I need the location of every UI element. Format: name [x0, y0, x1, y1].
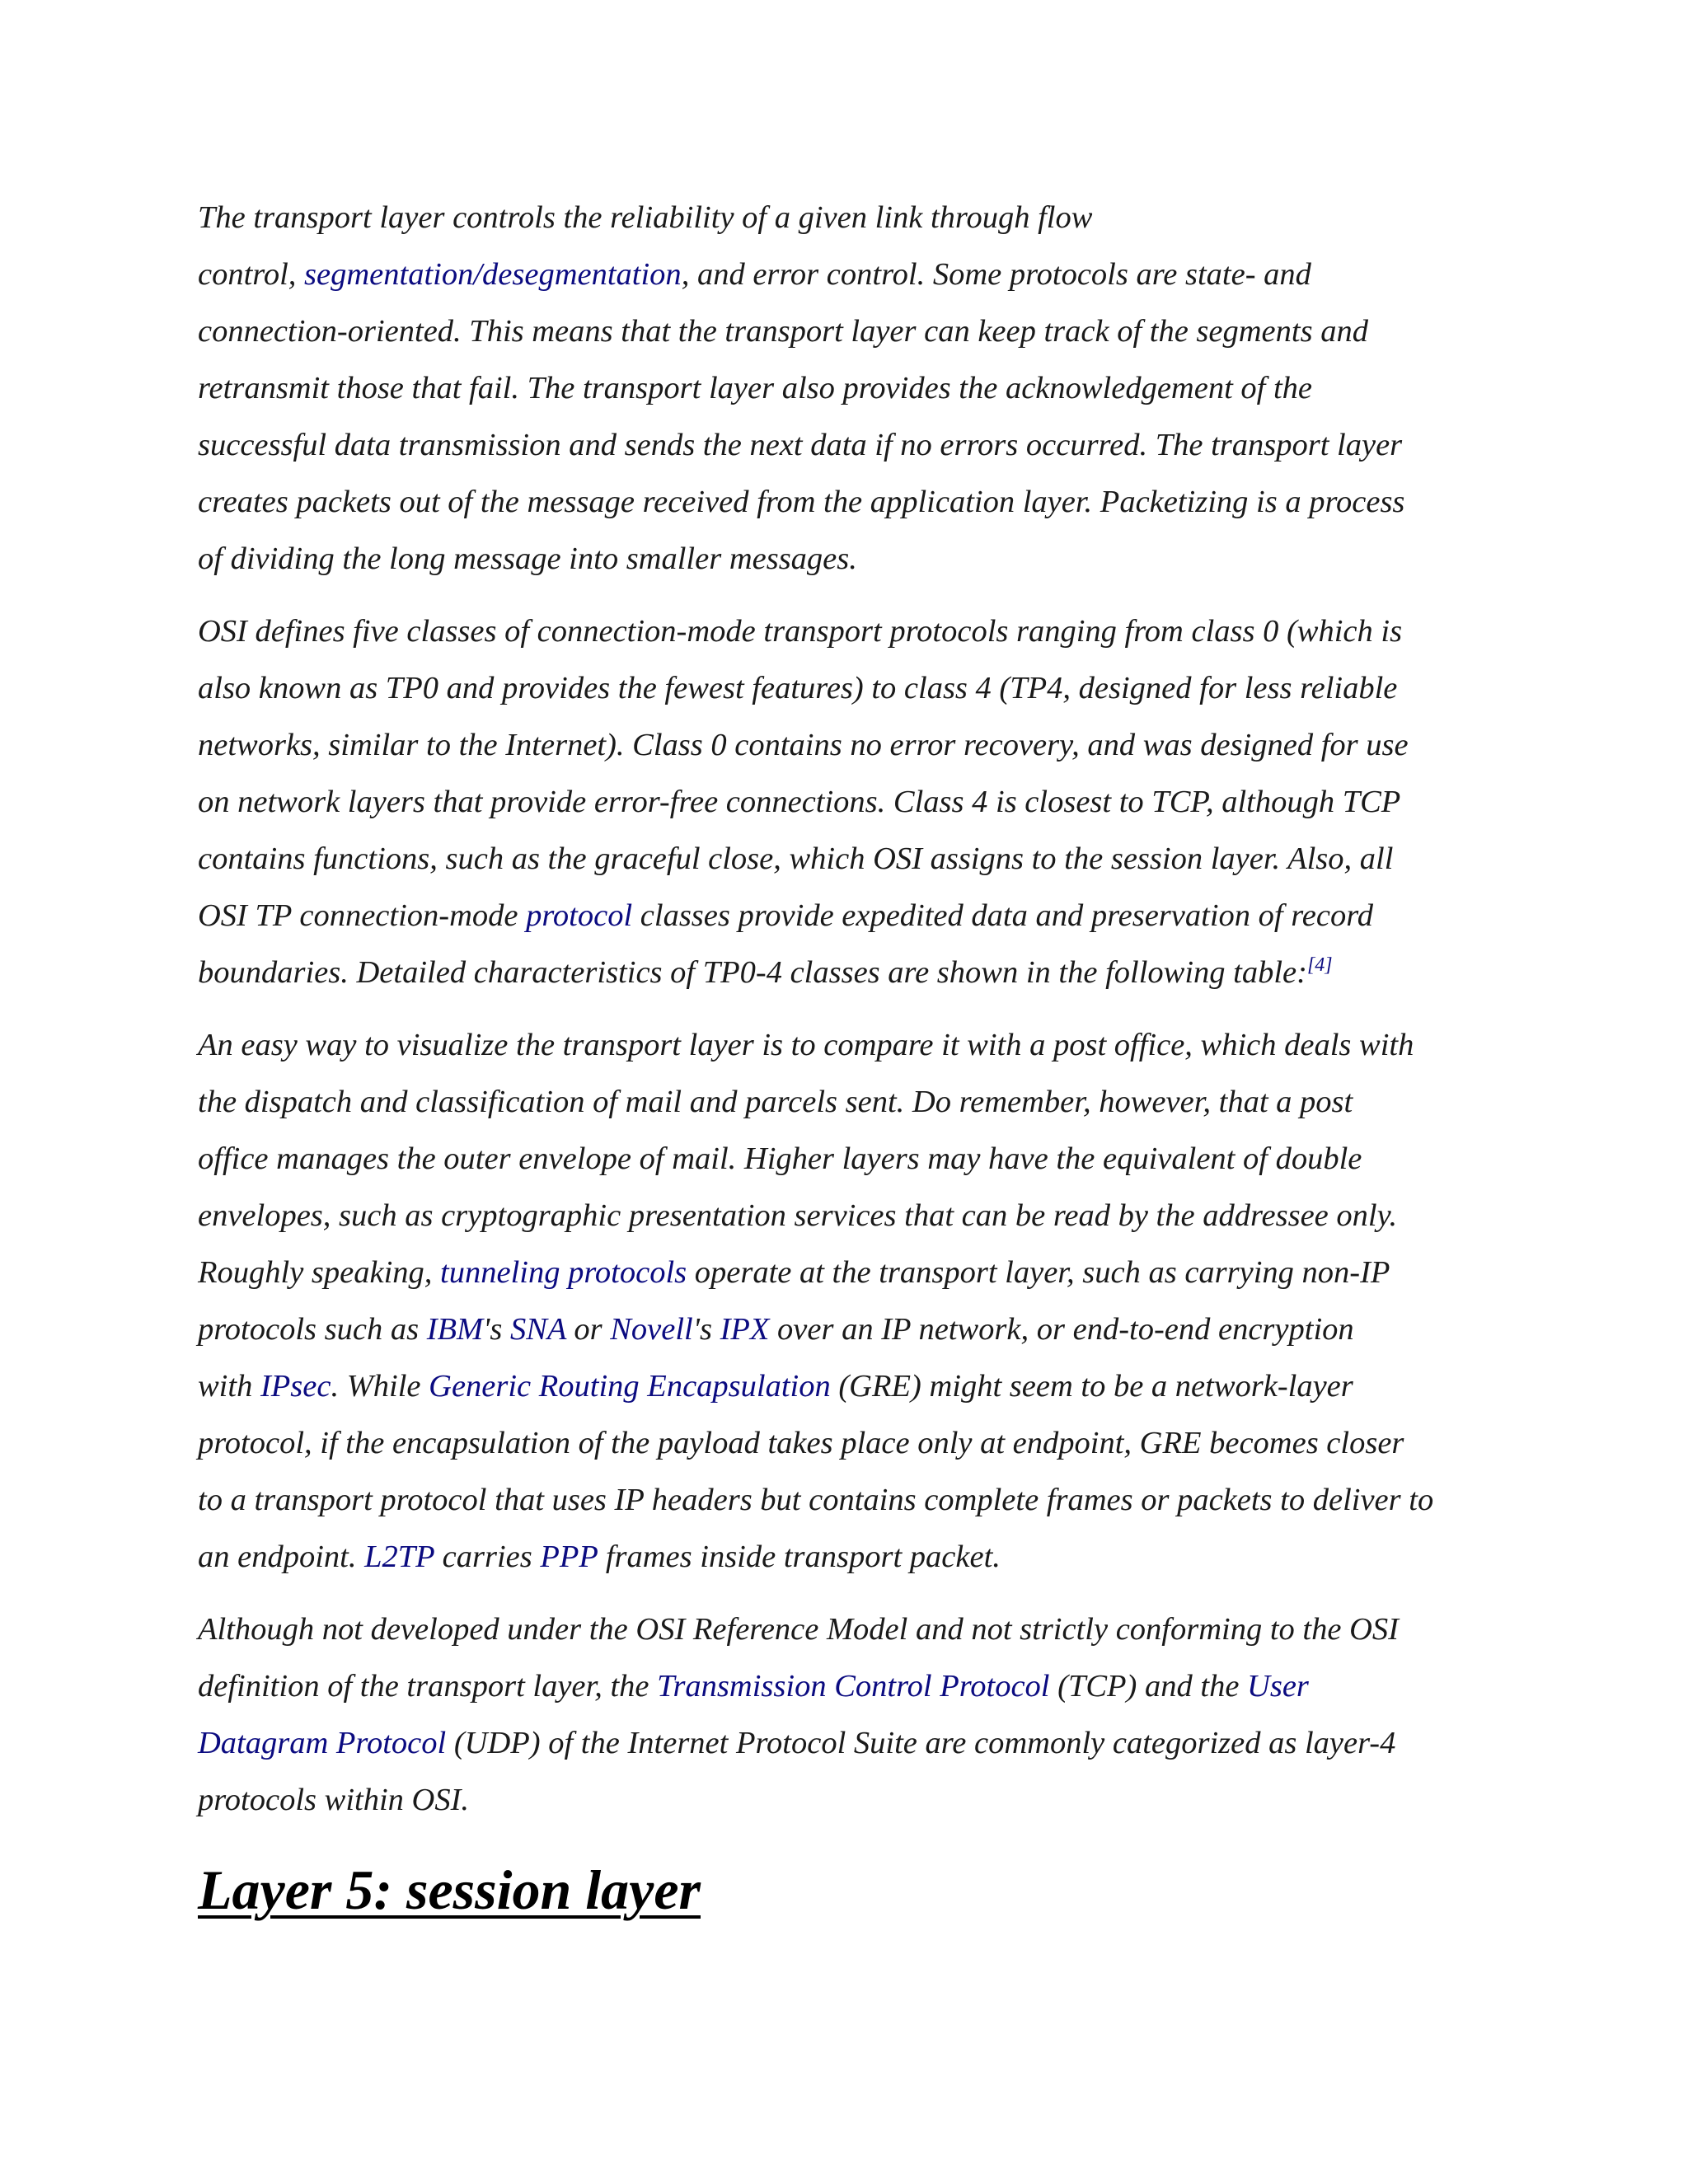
text-run: with [198, 1369, 260, 1404]
text-run: . While [331, 1369, 429, 1404]
hyperlink[interactable]: Datagram Protocol [198, 1726, 447, 1760]
text-line [198, 1074, 1500, 1131]
hyperlink[interactable]: Generic Routing Encapsulation [429, 1369, 831, 1404]
text-run: classes provide expedited data and preservation of record [632, 898, 1374, 933]
text-run: on network layers that provide error-free connections. Class 4 is closest to TCP, although TCP [198, 785, 1401, 819]
text-line [198, 1472, 1500, 1529]
text-run: of dividing the long message into smaller messages. [198, 541, 857, 576]
paragraph [198, 603, 1500, 1001]
text-run: envelopes, such as cryptographic presentation services that can be read by the addressee only. [198, 1198, 1398, 1233]
text-run: retransmit those that fail. The transport layer also provides the acknowledgement of the [198, 371, 1312, 405]
hyperlink[interactable]: Novell [610, 1312, 693, 1347]
text-run: networks, similar to the Internet). Class 0 contains no error recovery, and was designed for use [198, 728, 1409, 762]
text-run: 's [483, 1312, 510, 1347]
text-run: Roughly speaking, [198, 1255, 441, 1290]
text-line [198, 417, 1500, 474]
hyperlink[interactable]: IBM [426, 1312, 484, 1347]
text-run: over an IP network, or end-to-end encryption [769, 1312, 1354, 1347]
section-heading: Layer 5: session layer [198, 1858, 701, 1921]
text-line [198, 831, 1500, 888]
body-text [198, 190, 1500, 1829]
paragraph [198, 1017, 1500, 1586]
text-line [198, 660, 1500, 717]
hyperlink[interactable]: IPsec [260, 1369, 331, 1404]
text-run: contains functions, such as the graceful close, which OSI assigns to the session layer. Also, all [198, 841, 1394, 876]
text-line [198, 360, 1500, 417]
text-line [198, 1301, 1500, 1358]
text-line [198, 190, 1500, 246]
hyperlink[interactable]: SNA [509, 1312, 566, 1347]
text-line [198, 888, 1500, 944]
text-line [198, 531, 1500, 588]
text-line [198, 717, 1500, 774]
text-run: boundaries. Detailed characteristics of TP0-4 classes are shown in the following table: [198, 955, 1307, 990]
text-line [198, 1772, 1500, 1829]
text-run: An easy way to visualize the transport layer is to compare it with a post office, which deals with [198, 1028, 1414, 1062]
paragraph [198, 1601, 1500, 1829]
text-run: connection-oriented. This means that the transport layer can keep track of the segments and [198, 314, 1368, 349]
text-run: The transport layer controls the reliability of a given link through flow [198, 200, 1093, 235]
text-run: also known as TP0 and provides the fewest features) to class 4 (TP4, designed for less reliable [198, 671, 1398, 705]
text-line [198, 1601, 1500, 1658]
text-run: frames inside transport packet. [598, 1540, 1001, 1574]
text-run: to a transport protocol that uses IP headers but contains complete frames or packets to deliver to [198, 1483, 1434, 1517]
text-line [198, 1358, 1500, 1415]
text-run: OSI TP connection-mode [198, 898, 527, 933]
text-line [198, 1658, 1500, 1715]
text-line [198, 1415, 1500, 1472]
text-run: an endpoint. [198, 1540, 365, 1574]
hyperlink[interactable]: User [1247, 1669, 1309, 1704]
text-line [198, 774, 1500, 831]
hyperlink[interactable]: PPP [540, 1540, 598, 1574]
text-run: protocol, if the encapsulation of the payload takes place only at endpoint, GRE becomes closer [198, 1426, 1404, 1460]
hyperlink[interactable]: Transmission Control Protocol [657, 1669, 1050, 1704]
text-run: or [565, 1312, 611, 1347]
text-run: definition of the transport layer, the [198, 1669, 658, 1704]
text-run: the dispatch and classification of mail and parcels sent. Do remember, however, that a post [198, 1085, 1353, 1119]
text-run: protocols within OSI. [198, 1783, 470, 1817]
text-run: , and error control. Some protocols are state- and [681, 257, 1311, 292]
text-line [198, 1244, 1500, 1301]
text-run: (TCP) and the [1049, 1669, 1248, 1704]
text-line [198, 246, 1500, 303]
hyperlink[interactable]: IPX [720, 1312, 770, 1347]
text-line [198, 1017, 1500, 1074]
text-line [198, 1188, 1500, 1244]
hyperlink[interactable]: protocol [526, 898, 633, 933]
text-run: office manages the outer envelope of mail. Higher layers may have the equivalent of double [198, 1141, 1362, 1176]
hyperlink[interactable]: tunneling protocols [440, 1255, 687, 1290]
hyperlink[interactable]: L2TP [364, 1540, 435, 1574]
text-line [198, 1131, 1500, 1188]
text-line [198, 1529, 1500, 1586]
text-run: carries [434, 1540, 541, 1574]
text-line [198, 944, 1500, 1001]
text-run: 's [692, 1312, 720, 1347]
text-run: successful data transmission and sends the next data if no errors occurred. The transport layer [198, 428, 1403, 462]
text-run: protocols such as [198, 1312, 427, 1347]
text-run: creates packets out of the message received from the application layer. Packetizing is a process [198, 485, 1405, 519]
document-page [198, 190, 1500, 1931]
citation-link[interactable]: [4] [1306, 954, 1333, 977]
text-run: control, [198, 257, 305, 292]
text-line [198, 303, 1500, 360]
text-line [198, 474, 1500, 531]
text-run: (GRE) might seem to be a network-layer [830, 1369, 1353, 1404]
text-run: (UDP) of the Internet Protocol Suite are commonly categorized as layer-4 [446, 1726, 1396, 1760]
paragraph [198, 190, 1500, 588]
text-line [198, 603, 1500, 660]
hyperlink[interactable]: segmentation/desegmentation [304, 257, 682, 292]
text-run: OSI defines five classes of connection-mode transport protocols ranging from class 0 (which is [198, 614, 1403, 649]
text-run: Although not developed under the OSI Reference Model and not strictly conforming to the OSI [198, 1612, 1399, 1647]
text-run: operate at the transport layer, such as carrying non-IP [687, 1255, 1390, 1290]
text-line [198, 1715, 1500, 1772]
